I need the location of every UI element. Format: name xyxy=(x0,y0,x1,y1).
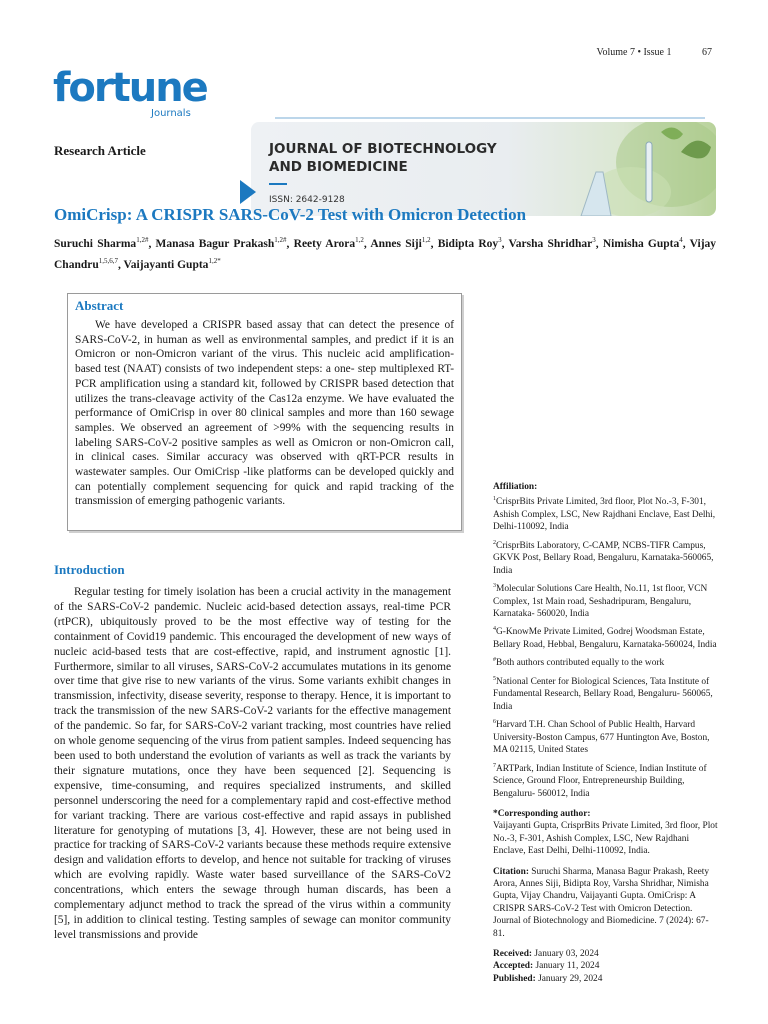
author-affiliation-marker: 1,5,6,7 xyxy=(98,256,118,265)
affiliation-label: Affiliation: xyxy=(493,482,538,492)
running-header xyxy=(597,47,712,58)
citation xyxy=(493,866,718,940)
abstract-text: We have developed a CRISPR based assay that can detect the presence of SARS-CoV-2, in human as well as environmental samples, and predict if it is an Omicron or non-Omicron variant of the virus. This nucleic acid amplification-based test (NAAT) consists of two independent steps: a one- step multiplexed RT-PCR amplification using a standard kit, followed by CRISPR based detection that utilizes the trans-cleavage activity of the Cas12a enzyme. We have evaluated the performance of OmiCrisp in over 80 clinical samples and more than 160 sewage samples. We observed an agreement of >99% with the sequencing results in labeling SARS-CoV-2 positive samples as well as Omicron or non-Omicron call, in clinical cases. Similar accuracy was observed with qRT-PCR results in wastewater samples. Our OmiCrisp -like platforms can be developed quickly and can potentially complement sequencing for quick and rapid tracking of the transmission of emerging pathogenic variants. xyxy=(75,319,454,508)
banner-arrow-icon xyxy=(240,180,256,204)
corresponding-text: Vaijayanti Gupta, CrisprBits Private Limited, 3rd floor, Plot No.-3, F-301, Ashish Complex, LSC, New Rajdhani Enclave, East Delhi, Delhi-110092, India. xyxy=(493,821,718,857)
affiliation-item: #Both authors contributed equally to the work xyxy=(493,657,665,669)
affiliation-marker: # xyxy=(493,657,496,664)
affiliation-marker: 5 xyxy=(493,675,496,682)
affiliation-item: $^2$CrisprBits Laboratory, C-CAMP, NCBS-TIFR Campus, GKVK Post, Bellary Road, Bengaluru, Karnataka-560065, India xyxy=(493,539,714,576)
author-name: Bidipta Roy$^3$ xyxy=(437,236,502,250)
author-name: Vaijayanti Gupta$^{1,2*}$ xyxy=(123,256,221,271)
affiliation-marker: 7 xyxy=(493,762,496,769)
author-name: Reety Arora$^{1,2}$ xyxy=(293,236,364,250)
affiliation-item: $^6$Harvard T.H. Chan School of Public Health, Harvard University-Boston Campus, 677 Huntington Ave, Boston, MA 02115, United States xyxy=(493,719,710,756)
received-date-row: Received: January 03, 2024 xyxy=(493,949,599,959)
author-name: Nimisha Gupta$^4$ xyxy=(602,236,683,250)
author-name: Manasa Bagur Prakash$^{1,2\#}$ xyxy=(155,236,287,250)
article-title: OmiCrisp: A CRISPR SARS-CoV-2 Test with Omicron Detection xyxy=(54,205,527,224)
author-name: Suruchi Sharma$^{1,2\#}$ xyxy=(54,236,149,250)
citation-text: Suruchi Sharma, Manasa Bagur Prakash, Reety Arora, Annes Siji, Bidipta Roy, Varsha Shridhar, Nimisha Gupta, Vijay Chandru, Vaijayanti Gupta. OmiCrisp: A CRISPR SARS-CoV-2 Test with Omicron Detection. Journal of Biotechnology and Biomedicine. 7 (2024): 67-81. xyxy=(493,866,710,939)
article-info-sidebar xyxy=(493,481,718,985)
journal-name: JOURNAL OF BIOTECHNOLOGY AND BIOMEDICINE xyxy=(269,141,497,175)
affiliation-marker: 3 xyxy=(493,583,496,590)
corresponding-author xyxy=(493,808,718,858)
author-name: Annes Siji$^{1,2}$ xyxy=(370,236,431,250)
author-affiliation-marker: 1,2* xyxy=(208,256,221,265)
affiliation-marker: 6 xyxy=(493,719,496,726)
author-name: Vijay Chandru$^{1,5,6,7}$ xyxy=(54,237,717,271)
affiliation-item: $^7$ARTPark, Indian Institute of Science, Indian Institute of Science, Ground Floor, Entrepreneurship Building, Bengaluru- 560012, India xyxy=(493,762,707,799)
author-affiliation-marker: 1,2# xyxy=(136,236,149,244)
dates xyxy=(493,948,718,985)
volume-issue: Volume 7 • Issue 1 xyxy=(596,47,672,58)
corresponding-label: *Corresponding author: xyxy=(493,808,591,819)
journal-issn: ISSN: 2642-9128 xyxy=(269,195,345,205)
author-list: Suruchi Sharma$^{1,2\#}$, Manasa Bagur Prakash$^{1,2\#}$, Reety Arora$^{1,2}$, Annes Siji$^{1,2}$, Bidipta Roy$^3$, Varsha Shridhar$^3$, Nimisha Gupta$^4$, Vijay Chandru$^{1,5,6,7}$, Vaijayanti Gupta$^{1,2*}$ xyxy=(54,236,717,271)
affiliation-item: $^4$G-KnowMe Private Limited, Godrej Woodsman Estate, Bellary Road, Hebbal, Bengaluru, Karnataka-560024, India xyxy=(493,626,717,650)
author-name: Varsha Shridhar$^3$ xyxy=(508,236,596,250)
citation-label: Citation: xyxy=(493,866,529,877)
accepted-date-row: Accepted: January 11, 2024 xyxy=(493,961,600,972)
banner-accent-line xyxy=(275,117,705,119)
banner-rule xyxy=(269,183,287,185)
affiliation-item: $^3$Molecular Solutions Care Health, No.11, 1st floor, VCN Complex, 1st Main road, Seshadripuram, Bengaluru, Karnataka- 560020, India xyxy=(493,583,708,620)
affiliation-marker: 2 xyxy=(493,539,496,546)
journal-banner xyxy=(251,122,716,216)
affiliation-item: $^1$CrisprBits Private Limited, 3rd floor, Plot No.-3, F-301, Ashish Complex, LSC, New Rajdhani Enclave, East Delhi, Delhi-110092, India xyxy=(493,496,716,533)
affiliation-list xyxy=(493,493,718,800)
author-affiliation-marker: 1,2 xyxy=(421,236,431,244)
abstract-box xyxy=(67,293,462,531)
author-affiliation-marker: 1,2 xyxy=(355,236,364,244)
author-affiliation-marker: 4 xyxy=(679,236,683,244)
introduction-text: Regular testing for timely isolation has been a crucial activity in the management of the SARS-CoV-2 pandemic. Nucleic acid-based detection assays, real-time PCR (rtPCR), ubiquitously proved to be the most effective way of testing for the containment of Covid19 pandemic. This encouraged the development of new ways of nucleic acid-based tests that are cost-effective, rapid, and instrument agnostic [1]. Furthermore, similar to all viruses, SARS-CoV-2 accumulates mutations in its genome over time that give rise to new variants of the virus. Some variants exhibit changes in transmission, infectivity, disease severity, response to therapy. Hence, it is important to track the transmission of the new SARS-CoV-2 variants for the effective management of the pandemic. So far, for SARS-CoV-2 variant tracking, most countries have relied on whole genome sequencing of the virus from patient samples. Indeed sequencing has been used to both understand the evolution of variants as well as track the variants by their signature mutations, once they have been sequenced [2]. Sequencing is expensive, time-consuming, and requires specialized instruments, and skilled personnel underscoring the need for a complementary rapid and cost-effective method for variant tracking. There are various cost-effective and rapid assays in published literature for genotyping of mutations [3, 4]. However, these are not being used in practice for tracking of SARS-CoV-2 variants because these methods require extensive design and validation efforts to develop, and hence not suitable for tracking of viruses which are evolving rapidly. Waste water based surveillance of the SARS-CoV2 concentrations, which enters the sewage through human discards, has been a complementary adjunct method to track the spread of the virus within a community [5], in addition to clinical testing. Testing samples of sewage can monitor community level transmissions and provide xyxy=(54,586,451,941)
introduction-heading: Introduction xyxy=(54,562,125,577)
affiliation-marker: 1 xyxy=(493,496,496,503)
affiliation-marker: 4 xyxy=(493,626,496,633)
author-affiliation-marker: 3 xyxy=(592,236,596,244)
publisher-logo-sub: Journals xyxy=(151,108,191,119)
author-affiliation-marker: 1,2# xyxy=(274,236,287,244)
page-number: 67 xyxy=(702,47,712,58)
publisher-logo: fortune xyxy=(53,65,207,111)
article-type: Research Article xyxy=(54,143,146,158)
author-affiliation-marker: 3 xyxy=(498,236,502,244)
affiliation-item: $^5$National Center for Biological Sciences, Tata Institute of Fundamental Research, Bellary Road, Bengaluru- 560065, India xyxy=(493,675,713,712)
published-date-row: Published: January 29, 2024 xyxy=(493,973,603,984)
abstract-heading: Abstract xyxy=(75,298,124,313)
